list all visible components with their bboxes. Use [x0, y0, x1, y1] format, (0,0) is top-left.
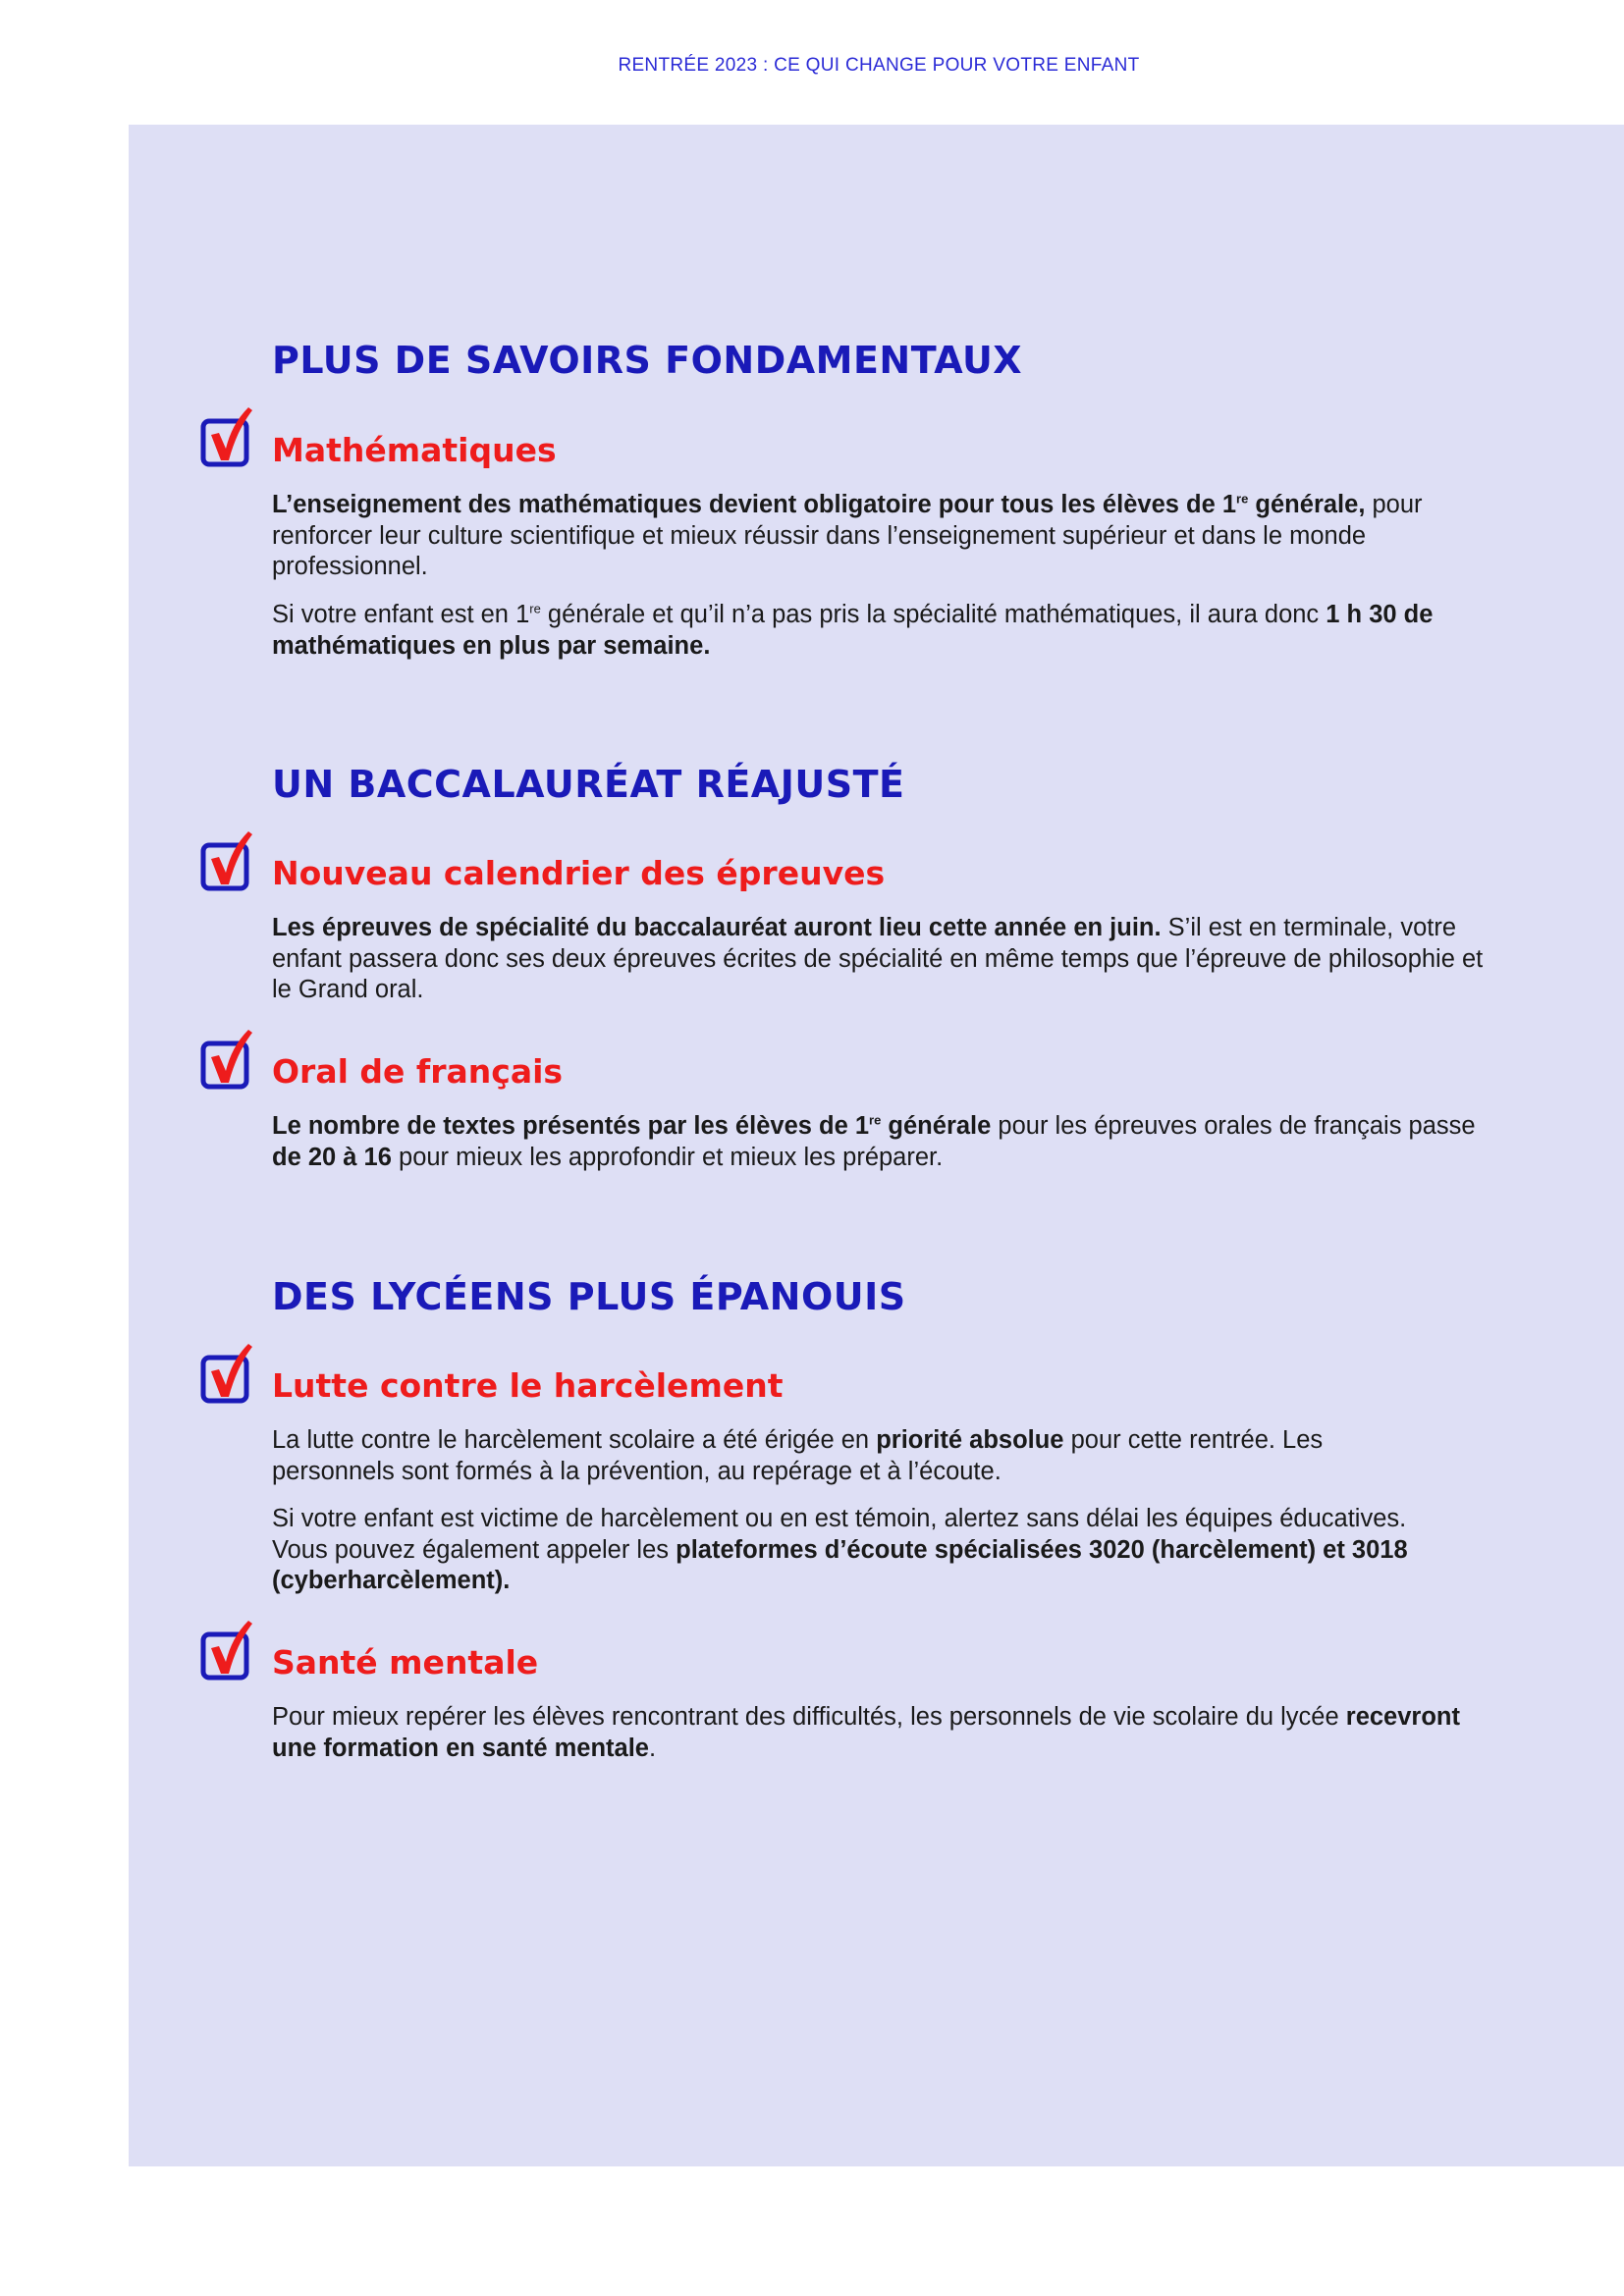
- item-title: Nouveau calendrier des épreuves: [272, 854, 886, 892]
- checkbox-check-icon: [199, 1028, 256, 1093]
- text-segment: Pour mieux repérer les élèves rencontrant des difficultés, les personnels de vie scolaire du lycée: [272, 1703, 1346, 1731]
- content-panel: [129, 125, 1624, 2166]
- text-segment: priorité absolue: [876, 1426, 1064, 1454]
- text-segment: générale: [881, 1112, 992, 1140]
- checkbox-check-icon: [199, 1342, 256, 1407]
- text-segment: pour mieux les approfondir et mieux les préparer.: [391, 1143, 944, 1171]
- text-segment: pour cette rentrée. Les personnels sont formés à la prévention, au repérage et à l’écoute.: [272, 1426, 1324, 1485]
- checkbox-check-icon: [199, 405, 256, 470]
- section-title: PLUS DE SAVOIRS FONDAMENTAUX: [272, 339, 1023, 382]
- text-segment: 1 h 30 de mathématiques en plus par semaine.: [272, 601, 1434, 660]
- paragraph: [272, 1111, 1504, 1173]
- text-segment: Les épreuves de spécialité du baccalauréat auront lieu cette année en juin.: [272, 914, 1162, 941]
- item-title: Lutte contre le harcèlement: [272, 1366, 784, 1405]
- item-title: Mathématiques: [272, 431, 557, 469]
- text-segment: de 20 à 16: [272, 1143, 392, 1171]
- text-segment: re: [1236, 491, 1249, 507]
- text-segment: L’enseignement des mathématiques devient obligatoire pour tous les élèves de 1: [272, 491, 1237, 518]
- running-header: RENTRÉE 2023 : CE QUI CHANGE POUR VOTRE ENFANT: [618, 55, 1140, 76]
- checkbox-check-icon: [199, 829, 256, 894]
- text-segment: re: [529, 601, 541, 616]
- text-segment: .: [649, 1734, 657, 1762]
- item-title: Oral de français: [272, 1052, 564, 1091]
- text-segment: plateformes d’écoute spécialisées 3020 (harcèlement) et 3018 (cyberharcèlement).: [272, 1535, 1408, 1594]
- text-segment: La lutte contre le harcèlement scolaire a été érigée en: [272, 1426, 877, 1454]
- paragraph: [272, 913, 1504, 1006]
- text-segment: S’il est en terminale, votre enfant passera donc ses deux épreuves écrites de spécialité en même temps que l’épreuve de philosophie et le Grand oral.: [272, 914, 1484, 1003]
- text-segment: recevront une formation en santé mentale: [272, 1703, 1460, 1762]
- item-title: Santé mentale: [272, 1643, 539, 1682]
- paragraph: [272, 1425, 1450, 1487]
- text-segment: re: [869, 1112, 882, 1128]
- text-segment: pour renforcer leur culture scientifique et mieux réussir dans l’enseignement supérieur et dans le monde professionnel.: [272, 491, 1423, 580]
- text-segment: Si votre enfant est victime de harcèlement ou en est témoin, alertez sans délai les équipes éducatives. Vous pouvez également appeler les: [272, 1505, 1407, 1564]
- text-segment: générale et qu’il n’a pas pris la spécialité mathématiques, il aura donc: [540, 601, 1326, 628]
- paragraph: [272, 1702, 1499, 1764]
- section-title: UN BACCALAURÉAT RÉAJUSTÉ: [272, 763, 905, 806]
- text-segment: Si votre enfant est en 1: [272, 601, 530, 628]
- section-title: DES LYCÉENS PLUS ÉPANOUIS: [272, 1275, 906, 1318]
- text-segment: générale,: [1248, 491, 1366, 518]
- text-segment: pour les épreuves orales de français passe: [991, 1112, 1476, 1140]
- paragraph: [272, 1504, 1450, 1597]
- paragraph: [272, 600, 1489, 662]
- paragraph: [272, 490, 1489, 583]
- text-segment: Le nombre de textes présentés par les élèves de 1: [272, 1112, 870, 1140]
- checkbox-check-icon: [199, 1619, 256, 1683]
